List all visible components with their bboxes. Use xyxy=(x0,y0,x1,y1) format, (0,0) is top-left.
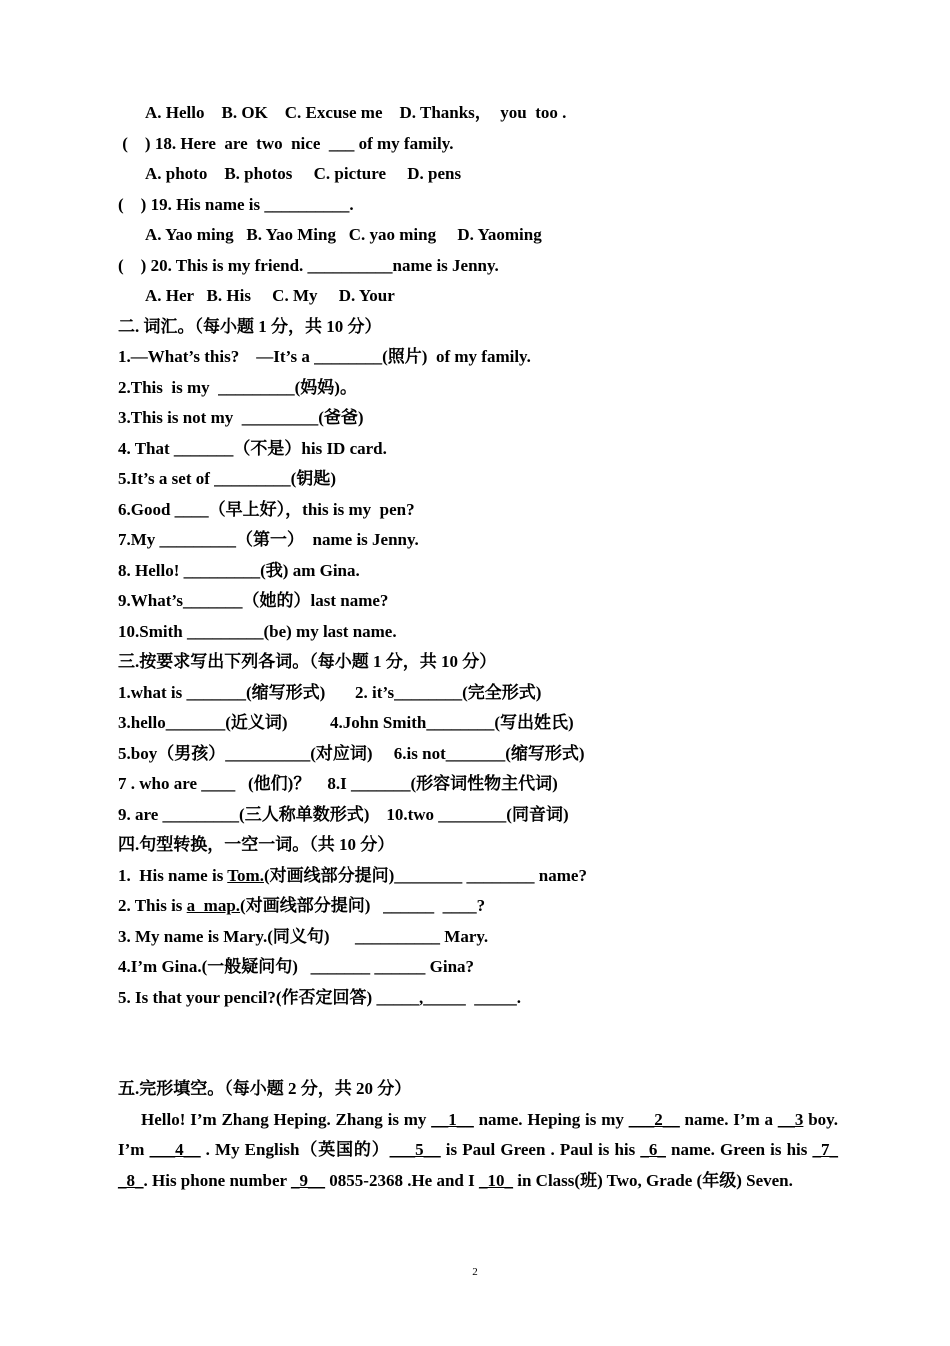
item-text: 4.I’m Gina.(一般疑问句) _______ ______ Gina? xyxy=(118,957,475,976)
cloze-blank: ___4__ xyxy=(149,1140,201,1159)
cloze-passage xyxy=(118,1105,838,1197)
text-line: A. Yao ming B. Yao Ming C. yao ming D. Yaoming xyxy=(145,225,542,244)
text-line: 8. Hello! _________(我) am Gina. xyxy=(118,560,360,580)
item-text: (对画线部分提问)________ ________ name? xyxy=(263,865,587,885)
text-line: 四.句型转换，一空一词。（共 10 分） xyxy=(118,835,395,854)
underlined-text: Tom. xyxy=(227,865,264,885)
text-line: 6.Good ____（早上好），this is my pen? xyxy=(118,499,415,519)
item-text: 1. His name is xyxy=(118,865,228,885)
text-line: ( ) 19. His name is __________. xyxy=(118,194,354,214)
cloze-text: 0855-2368 .He and I xyxy=(325,1170,479,1190)
cloze-blank: _9__ xyxy=(291,1170,326,1190)
item-text: 3. My name is Mary.(同义句) __________ Mary. xyxy=(118,926,489,946)
blank-gap xyxy=(118,1044,838,1075)
cloze-blank: __1__ xyxy=(431,1109,474,1129)
text-line: 4. That _______（不是）his ID card. xyxy=(118,438,387,458)
document-page xyxy=(118,98,838,1196)
text-line: A. photo B. photos C. picture D. pens xyxy=(145,164,462,183)
text-line: A. Her B. His C. My D. Your xyxy=(145,286,395,305)
cloze-blank: _6_ xyxy=(640,1140,666,1159)
cloze-blank: ___2__ xyxy=(628,1109,680,1129)
text-line: ( ) 20. This is my friend. __________name is Jenny. xyxy=(118,255,499,275)
transform-item xyxy=(118,922,838,953)
text-line: 二. 词汇。（每小题 1 分，共 10 分） xyxy=(118,316,382,336)
text-line: 9.What’s_______（她的）last name? xyxy=(118,591,389,610)
text-line: 2.This is my _________(妈妈)。 xyxy=(118,377,357,397)
cloze-blank: _10_ xyxy=(479,1170,513,1190)
cloze-text: name. Green is his xyxy=(665,1140,813,1159)
cloze-blank: _8_ xyxy=(118,1170,144,1190)
underlined-text: a map. xyxy=(186,896,241,915)
text-line: 9. are _________(三人称单数形式) 10.two ________(同音词) xyxy=(118,804,569,824)
text-line: 1.what is _______(缩写形式) 2. it’s________(完全形式) xyxy=(118,682,542,702)
text-line: 10.Smith _________(be) my last name. xyxy=(118,621,397,641)
cloze-text: in Class(班) Two, Grade (年级) Seven. xyxy=(513,1170,793,1190)
cloze-text: name. Heping is my xyxy=(473,1109,629,1129)
text-line: 三.按要求写出下列各词。（每小题 1 分，共 10 分） xyxy=(118,652,497,671)
text-line: 3.hello_______(近义词) 4.John Smith________(写出姓氏) xyxy=(118,713,574,732)
text-line: 7 . who are ____ (他们)？ 8.I _______(形容词性物主代词) xyxy=(118,774,558,793)
cloze-blank: ___5__ xyxy=(389,1140,441,1159)
transform-item xyxy=(118,861,838,892)
item-text: 5. Is that your pencil?(作否定回答) _____,_____ _____. xyxy=(118,987,521,1007)
cloze-heading: 五.完形填空。（每小题 2 分，共 20 分） xyxy=(118,1079,412,1098)
cloze-blank: __3 xyxy=(777,1109,804,1129)
text-line: A. Hello B. OK C. Excuse me D. Thanks， you too . xyxy=(145,103,567,122)
cloze-text: . His phone number xyxy=(143,1170,292,1190)
cloze-text: Hello! I’m Zhang Heping. Zhang is my xyxy=(141,1109,432,1129)
text-line: 7.My _________（第一） name is Jenny. xyxy=(118,530,419,549)
cloze-text: boy. I’m xyxy=(118,1109,838,1159)
cloze-text: is Paul Green . Paul is his xyxy=(440,1140,641,1159)
cloze-blank: _7_ xyxy=(812,1140,838,1159)
question-lines xyxy=(118,98,838,861)
text-line: 3.This is not my _________(爸爸) xyxy=(118,408,364,427)
item-text: (对画线部分提问) ______ ____? xyxy=(240,896,486,915)
cloze-text: name. I’m a xyxy=(679,1109,778,1129)
transform-item xyxy=(118,891,838,922)
text-line: 1.—What’s this? —It’s a ________(照片) of my family. xyxy=(118,347,531,366)
cloze-text: . My English（英国的） xyxy=(200,1140,390,1159)
text-line: 5.It’s a set of _________(钥匙) xyxy=(118,469,336,488)
item-text: 2. This is xyxy=(118,896,187,915)
blank-gap xyxy=(118,1013,838,1044)
transform-item xyxy=(118,983,838,1014)
page-number: 2 xyxy=(472,1266,478,1278)
transform-item xyxy=(118,952,838,983)
text-line: 5.boy（男孩）__________(对应词) 6.is not_______(缩写形式) xyxy=(118,743,585,763)
text-line: ( ) 18. Here are two nice ___ of my family. xyxy=(118,133,454,153)
sentence-transform-section xyxy=(118,861,838,1014)
